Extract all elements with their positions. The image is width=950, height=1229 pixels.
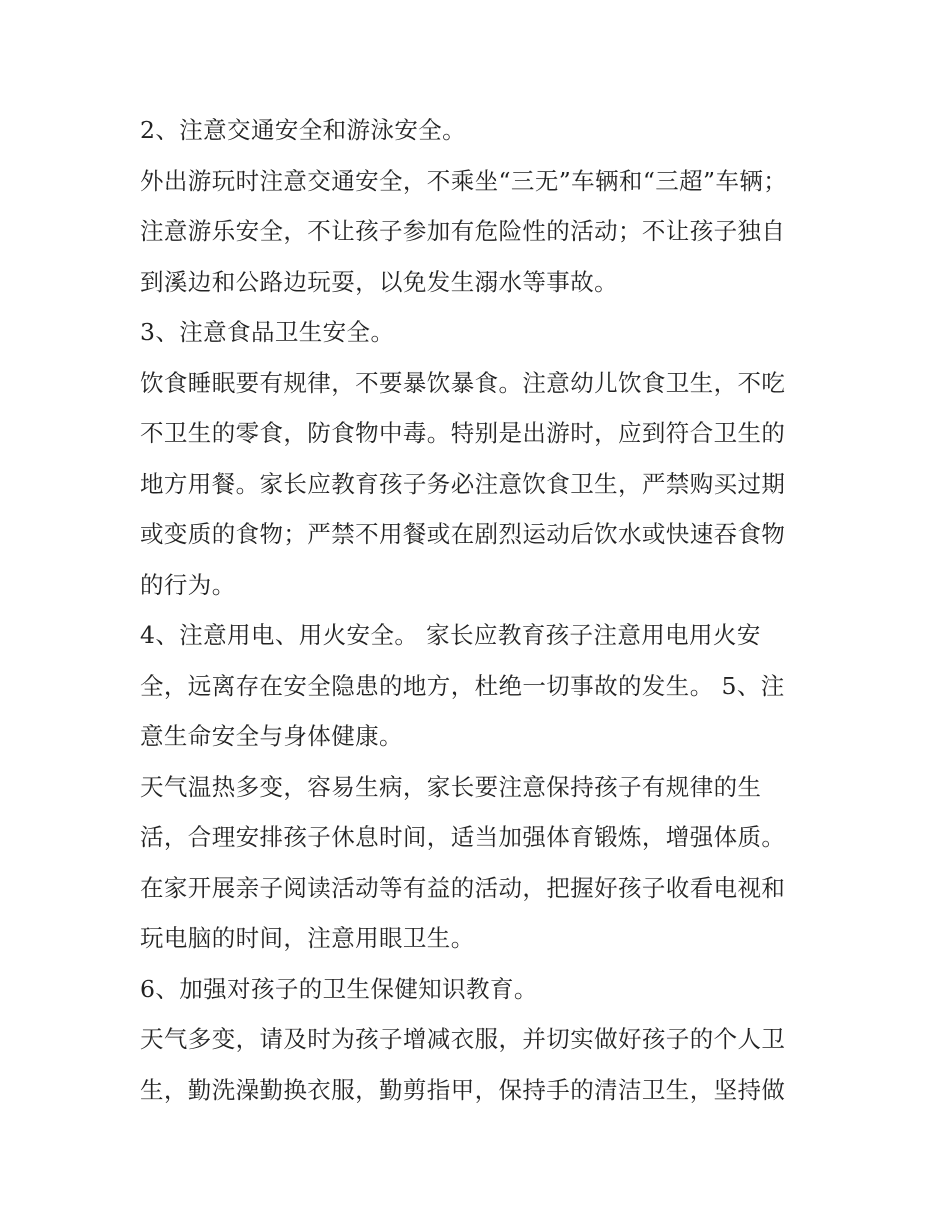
paragraph-line: 全，远离存在安全隐患的地方，杜绝一切事故的发生。 5、注 bbox=[140, 672, 785, 700]
paragraph-line: 天气多变，请及时为孩子增减衣服，并切实做好孩子的个人卫 bbox=[140, 1025, 786, 1053]
paragraph-line: 意生命安全与身体健康。 bbox=[140, 722, 403, 750]
paragraph-line: 到溪边和公路边玩耍，以免发生溺水等事故。 bbox=[140, 268, 618, 296]
paragraph-line: 在家开展亲子阅读活动等有益的活动，把握好孩子收看电视和 bbox=[140, 874, 786, 902]
paragraph-line: 或变质的食物；严禁不用餐或在剧烈运动后饮水或快速吞食物 bbox=[140, 520, 786, 548]
paragraph-line: 玩电脑的时间，注意用眼卫生。 bbox=[140, 924, 475, 952]
paragraph-line: 天气温热多变，容易生病，家长要注意保持孩子有规律的生 bbox=[140, 773, 762, 801]
paragraph-line: 活，合理安排孩子休息时间，适当加强体育锻炼，增强体质。 bbox=[140, 823, 786, 851]
paragraph-line: 注意游乐安全，不让孩子参加有危险性的活动；不让孩子独自 bbox=[140, 217, 786, 245]
paragraph-line: 饮食睡眠要有规律，不要暴饮暴食。注意幼儿饮食卫生，不吃 bbox=[140, 369, 786, 397]
heading-traffic-swimming-safety: 2、注意交通安全和游泳安全。 bbox=[140, 116, 467, 144]
paragraph-line: 地方用餐。家长应教育孩子务必注意饮食卫生，严禁购买过期 bbox=[140, 470, 786, 498]
paragraph-line: 外出游玩时注意交通安全，不乘坐“三无”车辆和“三超”车辆； bbox=[140, 167, 788, 195]
paragraph-line: 的行为。 bbox=[140, 571, 236, 599]
paragraph-line: 不卫生的零食，防食物中毒。特别是出游时，应到符合卫生的 bbox=[140, 419, 786, 447]
heading-health-education: 6、加强对孩子的卫生保健知识教育。 bbox=[140, 975, 538, 1003]
heading-food-safety: 3、注意食品卫生安全。 bbox=[140, 318, 395, 346]
heading-electricity-fire-safety: 4、注意用电、用火安全。 家长应教育孩子注意用电用火安 bbox=[140, 621, 761, 649]
paragraph-line: 生，勤洗澡勤换衣服，勤剪指甲，保持手的清洁卫生，坚持做 bbox=[140, 1076, 786, 1104]
